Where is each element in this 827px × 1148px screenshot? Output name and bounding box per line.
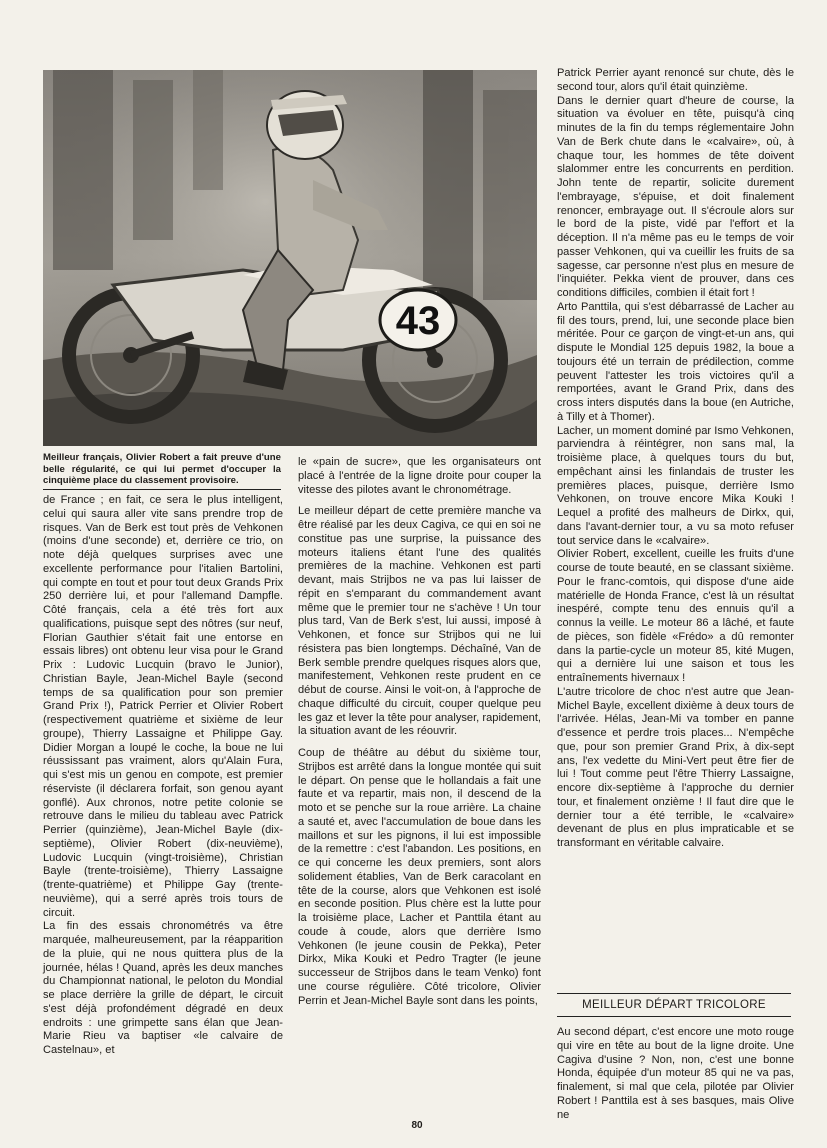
article-column-2 <box>298 456 541 1008</box>
paragraph: L'autre tricolore de choc n'est autre que Jean-Michel Bayle, excellent dixième à deux tours de l'arrivée. Hélas, Jean-Mi va tomber en panne d'essence et perdre trois places... N'empêche que, pour son premier Grand Prix, à dix-sept ans, l'ex vedette du Mini-Vert peut être fier de lui ! Tout comme peut l'être Thierry Lassaigne, encore dix-septième à l'approche du dernier tour, et finalement onzième ! Il faut dire que le dernier tour a été terrible, le «calvaire» devenant de plus en plus impraticable et se transformant en véritable calvaire. <box>557 685 794 849</box>
section-subheading: MEILLEUR DÉPART TRICOLORE <box>557 993 791 1017</box>
photo-caption: Meilleur français, Olivier Robert a fait preuve d'une belle régularité, ce qui lui permet d'occuper la cinquième place du classement provisoire. <box>43 452 281 490</box>
paragraph: Arto Panttila, qui s'est débarrassé de Lacher au fil des tours, prend, lui, une seconde place bien méritée. Pour ce garçon de vingt-et-un ans, qui dispute le Mondial 125 depuis 1982, la boue a toujours été un terrain de prédilection, comme peuvent l'attester les trois victoires qu'il a remportées, avant le Grand Prix, dans des cross inters disputés dans la boue (en Autriche, à Tilly et à Thomer). <box>557 300 794 423</box>
paragraph: Olivier Robert, excellent, cueille les fruits d'une course de toute beauté, en se classant sixième. Pour le franc-comtois, qui dispose d'une aide matérielle de Honda France, c'est là un résultat inespéré, compte tenu des ennuis qu'il a connus la veille. Le moteur 86 a lâché, et faute de pièces, son fidèle «Frédo» a dû remonter dans la partie-cycle un moteur 85, kité Mugen, qui a dernière lui une saison et tous les entraînements hivernaux ! <box>557 548 794 684</box>
article-column-3 <box>557 67 794 851</box>
paragraph: le «pain de sucre», que les organisateurs ont placé à l'entrée de la ligne droite pour couper la vitesse des pilotes avant le chronométrage. <box>298 456 541 496</box>
bike-number: 43 <box>395 299 441 343</box>
motocross-photo <box>43 70 537 446</box>
paragraph: de France ; en fait, ce sera le plus intelligent, celui qui saura aller vite sans prendre trop de risques. Van de Berk est tout près de Vehkonen (moins d'une seconde) et, derrière ce trio, on note déjà quelques surprises avec une excellente performance pour l'italien Bartolini, qui compte en tout et pour tout deux Grands Prix 250 derrière lui, et pour l'allemand Dampfle. Côté français, cela a été très fort aux qualifications, puisque sept des nôtres (sur neuf, Florian Gauthier s'était fait une entorse en essais libres) ont obtenu leur visa pour le Grand Prix : Ludovic Lucquin (bravo le Junior), Christian Bayle, Jean-Michel Bayle (second temps de sa qualification pour son premier Grand Prix !), Patrick Perrier et Olivier Robert (respectivement quatrième et sixième de leur groupe), Thierry Lassaigne et Philippe Gay. Didier Morgan a loupé le coche, la boue ne lui réussissant pas vraiment, alors qu'Alain Fura, qui s'est mis un genou en compote, est premier réserviste (il déclarera forfait, son genou ayant gonflé). Aux chronos, notre petite colonie se retrouve dans le milieu du tableau avec Patrick Perrier (quinzième), Jean-Michel Bayle (dix-septième), Olivier Robert (dix-neuvième), Ludovic Lucquin (vingt-troisième), Christian Bayle (trente-troisième), Thierry Lassaigne (trente-quatrième) et Philippe Gay (trente-neuvième), qui a serré après trois tours de circuit. <box>43 494 283 919</box>
paragraph: La fin des essais chronométrés va être marquée, malheureusement, par la réapparition de la pluie, qui ne nous quittera plus de la journée, hélas ! Quand, après les deux manches du Championnat national, le peloton du Mondial se place derrière la grille de départ, le circuit s'est déjà profondément dégradé en deux endroits : une grimpette sans élan que Jean-Marie Rieu va baptiser «le calvaire de Castelnau», et <box>43 920 283 1056</box>
paragraph: Lacher, un moment dominé par Ismo Vehkonen, parviendra à réintégrer, non sans mal, la troisième place, à quelques tours du but, empêchant ainsi les finlandais de truster les premières places, puisque, derrière Ismo Vehkonen, on trouve encore Mika Kouki ! Lequel a profité des malheurs de Dirkx, qui, dans l'avant-dernier tour, a vu sa moto refuser tout service dans le «calvaire». <box>557 424 794 547</box>
article-column-3-continued <box>557 1026 794 1122</box>
paragraph: Le meilleur départ de cette première manche va être réalisé par les deux Cagiva, ce qui en soi ne constitue pas une surprise, la puissance des moteurs italiens étant l'une des qualités premières de la machine. Vehkonen est parti devant, mais Strijbos ne va pas lui laisser de répit en s'emparant du commandement avant même que le premier tour ne s'achève ! Un tour plus tard, Van de Berk s'est, lui aussi, imposé à Vehkonen, et fonce sur Strijbos qui ne lui résistera pas bien longtemps. Déchaîné, Van de Berk semble prendre quelques risques alors que, manifestement, Vehkonen reste prudent en ce début de course. Ainsi le voit-on, à l'approche de chaque difficulté du circuit, couper quelque peu les gaz et lever la tête pour analyser, rapidement, la situation avant de les réouvrir. <box>298 505 541 738</box>
paragraph: Dans le dernier quart d'heure de course, la situation va évoluer en tête, puisqu'à cinq minutes de la fin du temps réglementaire John Van de Berk chute dans le «calvaire», où, à chaque tour, les hommes de tête doivent slalommer entre les concurrents en perdition. John tente de repartir, solicite durement l'embrayage, s'épuise, et doit finalement renoncer, embrayage out. Il s'écroule alors sur le bord de la piste, vidé par l'effort et la déception. Il n'a même pas eu le temps de voir passer Vehkonen, qui va cueillir les fruits de sa sagesse, car personne n'est plus en mesure de l'inquiéter. Pekka vient de prouver, dans ces conditions difficiles, combien il était fort ! <box>557 94 794 299</box>
paragraph: Coup de théâtre au début du sixième tour, Strijbos est arrêté dans la longue montée qui suit le départ. On pense que le hollandais a fait une faute et va repartir, mais non, il descend de la moto et se penche sur la roue arrière. La chaine a sauté et, avec l'accumulation de boue dans les maillons et sur les pignons, il lui est impossible de la remettre : c'est l'abandon. Les positions, en ce qui concerne les deux premiers, sont alors solidement établies, Van de Berk caracolant en tête de la course, alors que Vehkonen est isolé en seconde position. Plus chère est la lutte pour la troisième place, Lacher et Panttila étant au coude à coude, alors que derrière Ismo Vehkonen (le jeune cousin de Pekka), Peter Dirkx, Mika Kouki et Pedro Tragter (le jeune successeur de Strijbos dans le team Venko) font une course régulière. Côté tricolore, Olivier Perrin et Jean-Michel Bayle sont dans les points, <box>298 747 541 1007</box>
page-number: 80 <box>411 1120 423 1131</box>
motocross-rider-icon <box>43 70 537 446</box>
article-column-1 <box>43 494 283 1058</box>
paragraph: Au second départ, c'est encore une moto rouge qui vire en tête au bout de la ligne droite. Une Cagiva d'usine ? Non, non, c'est une bonne Honda, équipée d'un moteur 85 qui ne va pas, finalement, si mal que cela, pilotée par Olivier Robert ! Panttila est à ses basques, mais Olive ne <box>557 1026 794 1121</box>
paragraph: Patrick Perrier ayant renoncé sur chute, dès le second tour, alors qu'il était quinzième. <box>557 67 794 93</box>
